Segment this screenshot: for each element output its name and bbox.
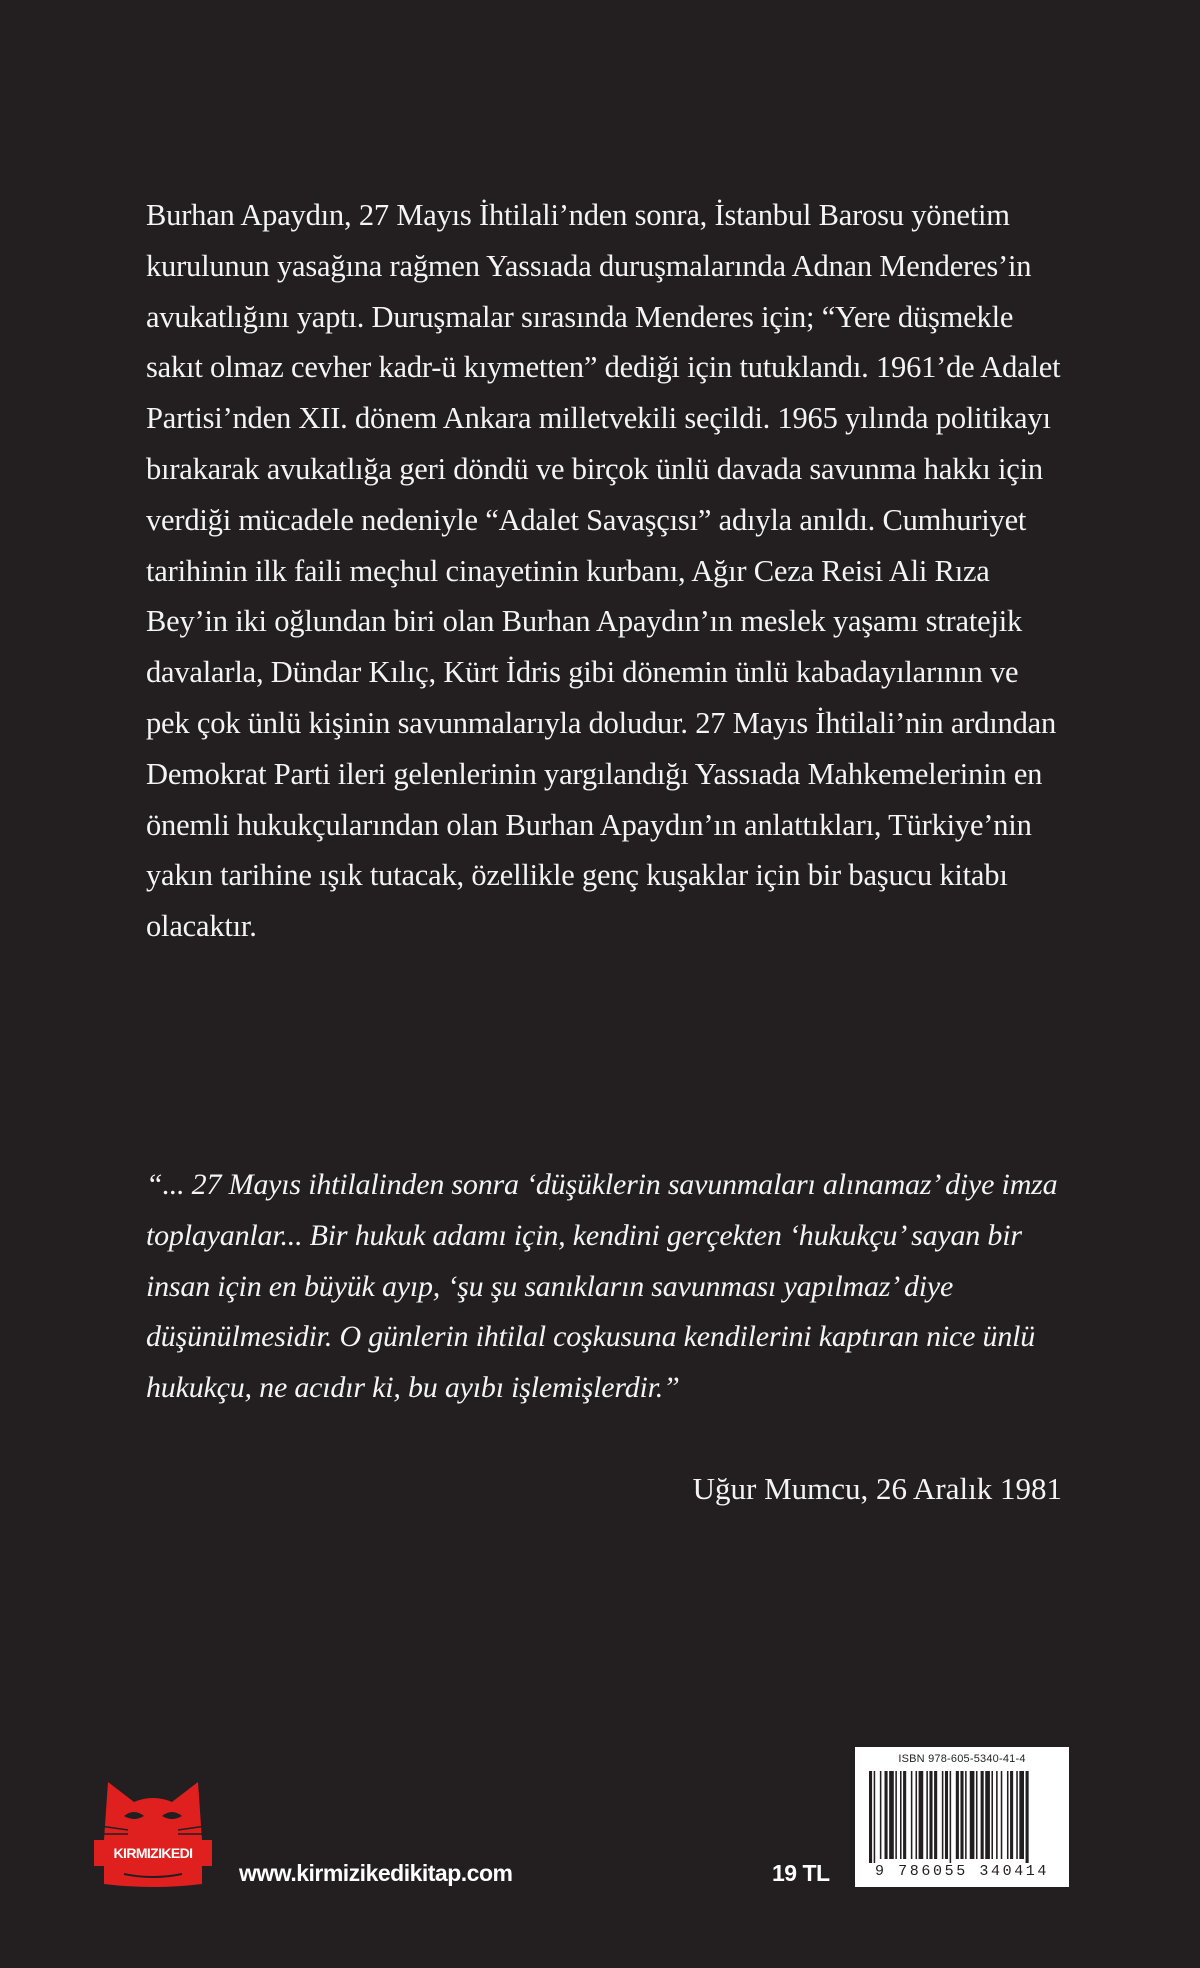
barcode-bar — [874, 1771, 876, 1863]
barcode-bar — [869, 1771, 872, 1863]
publisher-website: www.kirmizikedikitap.com — [239, 1860, 513, 1886]
publisher-logo — [94, 1776, 212, 1888]
barcode-bar — [976, 1771, 978, 1859]
barcode-bar — [889, 1771, 894, 1859]
isbn-barcode — [855, 1747, 1069, 1887]
barcode-bar — [950, 1771, 952, 1863]
barcode-bar — [1001, 1771, 1003, 1859]
barcode-icon — [855, 1771, 1069, 1867]
barcode-bar — [1010, 1771, 1013, 1859]
book-description: Burhan Apaydın, 27 Mayıs İhtilali’nden sonra, İstanbul Barosu yönetim kurulunun yasağına rağmen Yassıada duruşmalarında Adnan Menderes’in avukatlığını yaptı. Duruşmalar sırasında Menderes için; “Yere düşmekle sakıt olmaz cevher kadr-ü kıymetten” dediği için tutuklandı. 1961’de Adalet Partisi’nden XII. dönem Ankara milletvekili seçildi. 1965 yılında politikayı bırakarak avukatlığa geri döndü ve birçok ünlü davada savunma hakkı için verdiği mücadele nedeniyle “Adalet Savaşçısı” adıyla anıldı. Cumhuriyet tarihinin ilk faili meçhul cinayetinin kurbanı, Ağır Ceza Reisi Ali Rıza Bey’in iki oğlundan biri olan Burhan Apaydın’ın meslek yaşamı stratejik davalarla, Dündar Kılıç, Kürt İdris gibi dönemin ünlü kabadayılarının ve pek çok ünlü kişinin savunmalarıyla doludur. 27 Mayıs İhtilali’nin ardından Demokrat Parti ileri gelenlerinin yargılandığı Yassıada Mahkemelerinin en önemli hukukçularından olan Burhan Apaydın’ın anlattıkları, Türkiye’nin yakın tarihine ışık tutacak, özellikle genç kuşaklar için bir başucu kitabı olacaktır. — [146, 198, 1061, 944]
barcode-bar — [942, 1771, 944, 1859]
barcode-bar — [900, 1771, 902, 1859]
barcode-bar — [885, 1771, 888, 1859]
barcode-bar — [991, 1771, 993, 1859]
barcode-bar — [895, 1771, 897, 1859]
barcode-bar — [911, 1771, 913, 1859]
barcode-bar — [916, 1771, 918, 1859]
barcode-bar — [956, 1771, 959, 1859]
barcode-bar — [970, 1771, 975, 1859]
barcode-bar — [880, 1771, 882, 1859]
barcode-bar — [926, 1771, 928, 1859]
barcode-bar — [1007, 1771, 1009, 1859]
quote-attribution: Uğur Mumcu, 26 Aralık 1981 — [692, 1471, 1062, 1506]
barcode-bar — [903, 1771, 906, 1859]
barcode-bar — [960, 1771, 963, 1859]
barcode-bar — [945, 1771, 948, 1859]
isbn-label: ISBN 978-605-5340-41-4 — [898, 1753, 1026, 1765]
price-label: 19 TL — [772, 1860, 830, 1886]
barcode-bar — [919, 1771, 924, 1859]
barcode-digits: 9 786055 340414 — [874, 1863, 1050, 1880]
cat-icon — [94, 1776, 212, 1888]
barcode-bar — [985, 1771, 990, 1859]
barcode-bar — [965, 1771, 967, 1859]
publisher-logo-text: KIRMIZIKEDI — [94, 1840, 212, 1866]
barcode-bar — [981, 1771, 984, 1859]
barcode-bar — [1016, 1771, 1018, 1859]
barcode-bar — [1026, 1771, 1029, 1863]
quote-text: “... 27 Mayıs ihtilalinden sonra ‘düşüklerin savunmaları alınamaz’ diye imza toplayanlar... Bir hukuk adamı için, kendini gerçekten ‘hukukçu’ sayan bir insan için en büyük ayıp, ‘şu şu sanıkların savunması yapılmaz’ diye düşünülmesidir. O günlerin ihtilal coşkusuna kendilerini kaptıran nice ünlü hukukçu, ne acıdır ki, bu ayıbı işlemişlerdir.” — [146, 1168, 1058, 1405]
barcode-bar — [934, 1771, 937, 1859]
barcode-bar — [929, 1771, 932, 1859]
barcode-bar — [996, 1771, 998, 1859]
barcode-bar — [1019, 1771, 1024, 1859]
